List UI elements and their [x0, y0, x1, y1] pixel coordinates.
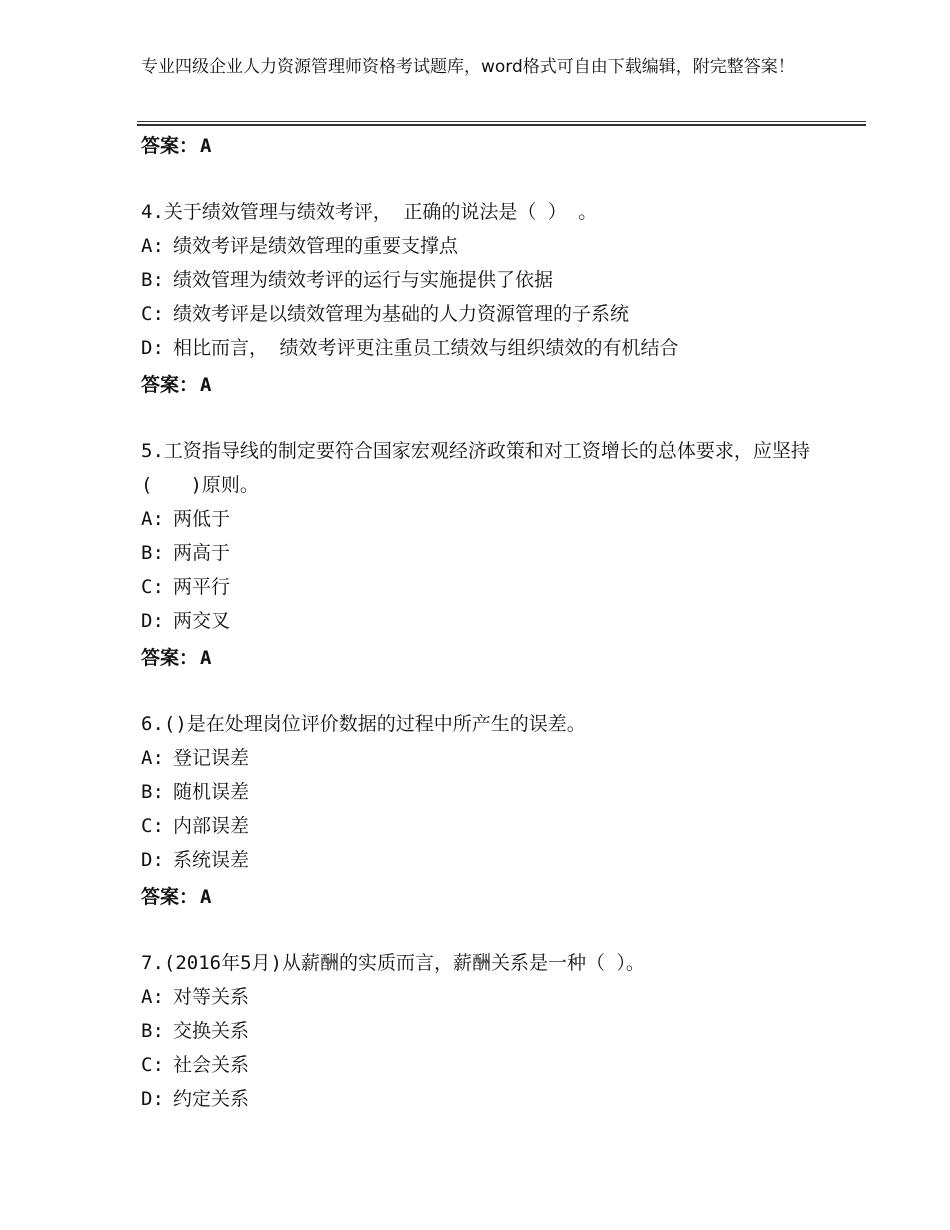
answer-line-q6 [141, 882, 211, 909]
answer-label: 答案： [141, 135, 199, 157]
answer-value: A [200, 374, 212, 396]
answer-label: 答案： [141, 886, 199, 908]
option-d: D: 相比而言， 绩效考评更注重员工绩效与组织绩效的有机结合 [141, 337, 679, 359]
answer-line-q4 [141, 370, 211, 397]
header-divider-thin [137, 121, 866, 122]
question-stem: 6.()是在处理岗位评价数据的过程中所产生的误差。 [141, 713, 586, 735]
answer-label: 答案： [141, 374, 199, 396]
document-header [141, 56, 821, 79]
option-b: B: 两高于 [141, 542, 231, 564]
question-stem: 5.工资指导线的制定要符合国家宏观经济政策和对工资增长的总体要求，应坚持( )原则。 [141, 440, 810, 496]
question-7 [141, 946, 811, 1116]
question-6 [141, 707, 811, 877]
option-a: A: 登记误差 [141, 747, 250, 769]
answer-line-q5 [141, 643, 211, 670]
option-a: A: 两低于 [141, 508, 231, 530]
option-d: D: 系统误差 [141, 849, 250, 871]
option-a: A: 绩效考评是绩效管理的重要支撑点 [141, 235, 459, 257]
option-c: C: 社会关系 [141, 1054, 250, 1076]
answer-label: 答案： [141, 647, 199, 669]
question-4 [141, 195, 811, 365]
header-divider-thick [137, 124, 866, 126]
option-b: B: 绩效管理为绩效考评的运行与实施提供了依据 [141, 269, 554, 291]
answer-value: A [200, 886, 212, 908]
option-d: D: 两交叉 [141, 610, 231, 632]
option-b: B: 交换关系 [141, 1020, 250, 1042]
option-c: C: 内部误差 [141, 815, 250, 837]
answer-value: A [200, 647, 212, 669]
document-title: 专业四级企业人力资源管理师资格考试题库，word格式可自由下载编辑，附完整答案！ [141, 57, 795, 77]
answer-line-q3 [141, 131, 211, 158]
option-c: C: 两平行 [141, 576, 231, 598]
option-b: B: 随机误差 [141, 781, 250, 803]
question-stem: 7.(2016年5月)从薪酬的实质而言，薪酬关系是一种（ ）。 [141, 952, 645, 974]
option-a: A: 对等关系 [141, 986, 250, 1008]
answer-value: A [200, 135, 212, 157]
option-d: D: 约定关系 [141, 1088, 250, 1110]
option-c: C: 绩效考评是以绩效管理为基础的人力资源管理的子系统 [141, 303, 630, 325]
question-5 [141, 434, 811, 638]
question-stem: 4.关于绩效管理与绩效考评， 正确的说法是（ ） 。 [141, 201, 598, 223]
